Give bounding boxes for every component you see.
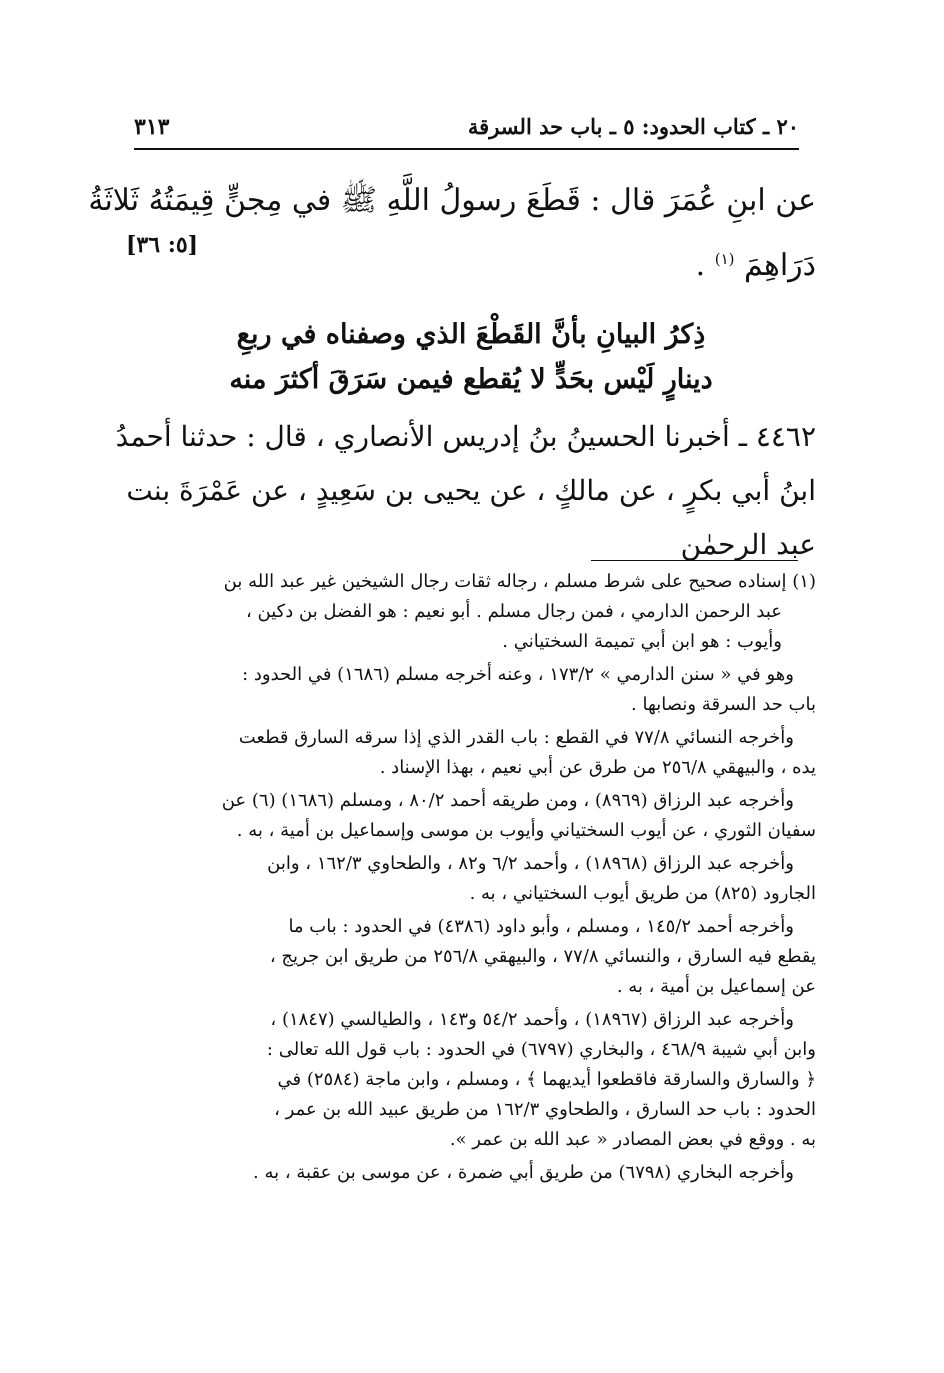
footnote-paragraph [126,849,816,909]
footnote-line: باب حد السرقة ونصابها . [631,694,816,715]
narration-line-2: ابنُ أبي بكرٍ ، عن مالكٍ ، عن يحيى بن سَعِيدٍ ، عن عَمْرَةَ بنت [126,474,816,507]
chapter-title-line-1: ذِكرُ البيانِ بأنَّ القَطْعَ الذي وصفناه في ربعِ [236,319,706,350]
footnote-marker[interactable]: (١) [714,250,735,268]
narration-line-3: عبد الرحمٰن [680,528,816,561]
footnote-line: يده ، والبيهقي ٢٥٦/٨ من طرق عن أبي نعيم ، بهذا الإسناد . [379,757,816,778]
footnote-divider [591,560,798,561]
footnote-line: وأخرجه أحمد ١٤٥/٢ ، ومسلم ، وأبو داود (٤٣٨٦) في الحدود : باب ما [288,916,794,937]
footnote-line: (١) إسناده صحيح على شرط مسلم ، رجاله ثقات رجال الشيخين غير عبد الله بن [223,571,816,592]
chapter-title [126,312,816,402]
footnote-line: به . ووقع في بعض المصادر « عبد الله بن عمر ». [449,1129,816,1150]
footnote-line: عبد الرحمن الدارمي ، فمن رجال مسلم . أبو نعيم : هو الفضل بن دكين ، [246,601,782,622]
footnote-line: وأخرجه عبد الرزاق (١٨٩٦٧) ، وأحمد ٥٤/٢ و١٤٣ ، والطيالسي (١٨٤٧) ، [270,1009,794,1030]
footnote-paragraph [126,786,816,846]
hadith-line-1: عن ابنِ عُمَرَ قال : قَطَعَ رسولُ اللَّهِ ﷺ في مِجنٍّ قِيمَتُهُ ثَلاثَةُ [88,183,816,218]
hadith-line-2-end: . [695,248,706,283]
hadith-text [88,172,816,288]
footnotes [126,567,816,1191]
hadith-line-2-text: دَرَاهِمَ [744,248,816,283]
footnote-line: سفيان الثوري ، عن أيوب السختياني وأيوب بن موسى وإسماعيل بن أمية ، به . [236,820,816,841]
footnote-line: وابن أبي شيبة ٤٦٨/٩ ، والبخاري (٦٧٩٧) في الحدود : باب قول الله تعالى : [266,1039,816,1060]
footnote-line: وهو في « سنن الدارمي » ١٧٣/٢ ، وعنه أخرجه مسلم (١٦٨٦) في الحدود : [242,664,794,685]
footnote-paragraph [126,1158,816,1188]
footnote-line: وأخرجه عبد الرزاق (٨٩٦٩) ، ومن طريقه أحمد ٨٠/٢ ، ومسلم (١٦٨٦) (٦) عن [221,790,794,811]
narration-line-1: ٤٤٦٢ ـ أخبرنا الحسينُ بنُ إدريس الأنصاري ، قال : حدثنا أحمدُ [115,420,816,453]
footnote-paragraph [126,912,816,1002]
page-header [134,112,799,150]
chapter-title-line-2: دينارٍ لَيْس بحَدٍّ لا يُقطع فيمن سَرَقَ أكثرَ منه [229,364,713,395]
footnote-line: يقطع فيه السارق ، والنسائي ٧٧/٨ ، والبيهقي ٢٥٦/٨ من طريق ابن جريج ، [269,946,816,967]
footnote-line: الحدود : باب حد السارق ، والطحاوي ١٦٢/٣ من طريق عبيد الله بن عمر ، [274,1099,816,1120]
page-number: ٣١٣ [134,114,170,140]
hadith-line-2 [126,230,816,288]
footnote-line: وأيوب : هو ابن أبي تميمة السختياني . [502,631,782,652]
hadith-reference: [٥: ٣٦] [126,232,199,258]
footnote-paragraph [126,660,816,720]
footnote-line: وأخرجه عبد الرزاق (١٨٩٦٨) ، وأحمد ٦/٢ و٨٢ ، والطحاوي ١٦٢/٣ ، وابن [267,853,794,874]
narration-text [115,410,816,572]
footnote-paragraph [126,723,816,783]
running-title: ٢٠ ـ كتاب الحدود: ٥ ـ باب حد السرقة [467,114,799,139]
footnote-line: الجارود (٨٢٥) من طريق أيوب السختياني ، به . [469,883,816,904]
footnote-line: وأخرجه البخاري (٦٧٩٨) من طريق أبي ضمرة ، عن موسى بن عقبة ، به . [253,1162,794,1183]
footnote-line: ﴿ والسارق والسارقة فاقطعوا أيديهما ﴾ ، ومسلم ، وابن ماجة (٢٥٨٤) في [277,1069,816,1090]
footnote-paragraph [126,1005,816,1155]
footnote-line: وأخرجه النسائي ٧٧/٨ في القطع : باب القدر الذي إذا سرقه السارق قطعت [238,727,794,748]
footnote-paragraph [126,567,816,657]
footnote-line: عن إسماعيل بن أمية ، به . [616,976,816,997]
